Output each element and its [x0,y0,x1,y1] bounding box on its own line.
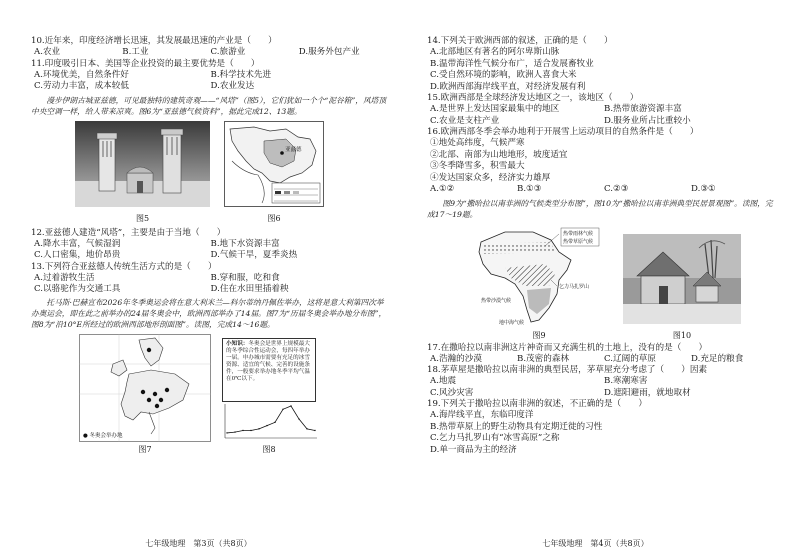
profile-line [227,406,315,433]
figure-9 [475,224,603,341]
option[interactable]: C.辽阔的草原 [604,353,656,364]
option[interactable]: A.农业 [34,47,61,57]
option[interactable]: D.单一商品为主的经济 [430,444,517,455]
question-10-stem: 10.近年来，印度经济增长迅速，其发展最迅速的产业是（ ） [31,36,277,46]
climate-label-savanna: 热带草原气候 [563,238,594,245]
option[interactable]: C.受自然环境的影响，欧洲人喜食大米 [430,70,577,80]
figure-10-caption: 图10 [672,330,692,340]
option[interactable]: A.北部地区有著名的阿尔卑斯山脉 [430,47,560,57]
figure-8 [219,338,319,455]
option[interactable]: D.服务外包产业 [298,47,360,57]
figure-10 [623,234,741,341]
question-15-stem: 15.欧洲西部是全球经济发达地区之一，该地区（ ） [427,93,639,103]
question-13-stem: 13.下列符合亚兹德人传统生活方式的是（ ） [31,261,217,272]
option[interactable]: C.劳动力丰富，成本较低 [34,81,129,91]
grass-hut-photo [623,234,741,324]
option[interactable]: D.住在水田里插着秧 [210,284,289,294]
figure-5-caption: 图5 [135,213,150,223]
option[interactable]: B.寒潮寒害 [604,376,648,386]
question-14-options [427,47,778,93]
figure-6-caption: 图6 [267,213,281,223]
figure-row-9-10 [475,224,778,341]
profile-point [274,421,275,422]
question-11-stem: 11.印度吸引日本、美国等企业投资的最主要优势是（ ） [31,58,260,69]
footer-left: 七年级地理 第3页（共8页） [145,539,252,548]
statement-item: ④发达国家众多，经济实力雄厚 [430,172,551,183]
question-11-options [31,70,387,93]
map-label-kilimanjaro: 乞力马扎罗山 [559,283,590,290]
profile-point [226,432,227,433]
question-18-options [427,376,778,399]
option[interactable]: A.降水丰富，气候湿润 [34,238,121,249]
option[interactable]: D.气候干旱，夏季炎热 [210,250,298,260]
profile-point [258,428,259,429]
option[interactable]: D.充足的粮食 [691,353,744,364]
option[interactable]: C.乞力马扎罗山有“冰雪高原”之称 [430,433,560,443]
terrain-profile-chart [219,402,319,442]
profile-point [306,428,307,429]
right-page [397,0,794,558]
question-15-options [427,104,778,127]
question-18-stem: 18.茅草屋是撒哈拉以南非洲的典型民居，茅草屋充分考虑了（ ）因素 [427,365,708,375]
option[interactable]: C.②③ [604,184,629,194]
profile-point [266,424,267,425]
note-text: 冬奥会是世界上规模最大的冬季综合性运动会，每四年举办一届。申办城市需要有充足的冰雪资源、适宜的气候、完善的设施条件，一般要求举办地冬季平均气温在0℃以下。 [226,340,310,382]
figure-7 [79,334,211,455]
figure-9-caption: 图9 [532,330,546,340]
option[interactable]: A.是世界上发达国家最集中的地区 [430,104,560,114]
question-17-options [427,354,778,366]
option[interactable]: A.过着游牧生活 [34,272,95,283]
option[interactable]: B.科学技术先进 [210,69,272,80]
question-10-options [31,47,387,59]
option[interactable]: C.人口密集，地价昂贵 [34,250,121,260]
option[interactable]: A.地震 [430,376,457,386]
option[interactable]: D.农业发达 [210,81,255,91]
option[interactable]: B.①③ [517,184,542,194]
figure-5 [75,121,210,224]
climate-label-rainforest: 热带雨林气候 [563,230,594,237]
map-legend: ● 冬奥会举办地 [83,432,123,439]
question-14-stem: 14.下列关于欧洲西部的叙述，正确的是（ ） [427,36,613,46]
profile-point [250,429,251,430]
figure-7-caption: 图7 [138,444,152,454]
olympics-host-map [79,334,211,442]
question-19-options [427,410,778,456]
profile-point [282,408,283,409]
question-16-items [427,138,778,184]
question-16-stem: 16.欧洲西部冬季会举办地利于开展雪上运动项目的自然条件是（ ） [427,127,699,137]
option[interactable]: A.海岸线平直，东临印度洋 [430,410,534,420]
option[interactable]: B.温带海洋性气候分布广，适合发展畜牧业 [430,58,594,69]
wind-tower-photo [75,121,210,207]
option[interactable]: D.欧洲西部海岸线平直，对经济发展有利 [430,81,586,92]
figure-8-caption: 图8 [262,444,276,454]
material-intro-winter-olympics: 托马斯·巴赫宣布2026年冬季奥运会将在意大利米兰—科尔蒂纳丹佩佐举办，这将是意大利第四次举办奥运会，即在此之前举办的24届冬奥会中，欧洲西部举办了14届。图7为“历届冬奥会举办地分布图”，图8为“沿10°E所经过的欧洲西部地形剖面图”。读图，完成14～16题。 [31,297,387,329]
profile-point [298,418,299,419]
question-12-stem: 12.亚兹德人建造“风塔”，主要是由于当地（ ） [31,227,226,238]
statement-item: ②北部、南部为山地地形，坡度适宜 [430,149,568,160]
option[interactable]: B.茂密的森林 [517,353,570,364]
option[interactable]: D.③① [691,184,716,194]
yazd-map [224,121,324,207]
option[interactable]: B.工业 [122,47,149,57]
climate-label-mediterranean: 地中海气候 [499,319,525,326]
material-intro-africa: 图9为“撒哈拉以南非洲的气候类型分布图”，图10为“撒哈拉以南非洲典型民居景观图”。读图，完成17～19题。 [427,198,773,219]
option[interactable]: D.遮阳避雨，就地取材 [604,387,691,398]
option[interactable]: A.①② [430,184,455,194]
profile-point [314,429,315,430]
africa-climate-map [475,224,603,328]
option[interactable]: B.热带旅游资源丰富 [604,104,682,114]
question-17-stem: 17.在撒哈拉以南非洲这片神奇而又充满生机的土地上，没有的是（ ） [427,342,708,353]
figure-6 [224,121,324,224]
question-19-stem: 19.下列关于撒哈拉以南非洲的叙述，不正确的是（ ） [427,399,647,409]
option[interactable]: A.环境优美，自然条件好 [34,69,129,80]
option[interactable]: C.旅游业 [210,47,246,57]
option[interactable]: C.以骆驼作为交通工具 [34,284,121,294]
option[interactable]: D.服务业所占比重较小 [604,115,691,126]
figure-row-5-6 [75,121,387,224]
statement-item: ③冬季降雪多，积雪最大 [430,161,525,171]
material-intro-yazd: 漫步伊朗古城亚兹德，可见最独特的建筑奇观——“风塔”（图5），它们犹如一个个“泥谷箱”，风塔顶中央空调一样，给人带来凉爽。图6为“亚兹德气候资料”，据此完成12、13题。 [31,95,387,116]
knowledge-note-box [222,338,316,402]
footer-right: 七年级地理 第4页（共8页） [542,539,649,548]
statement-item: ①地处高纬度，气候严寒 [430,138,525,148]
profile-point [242,429,243,430]
option[interactable]: B.热带草原上的野生动物具有定期迁徙的习性 [430,421,603,432]
option[interactable]: C.风沙灾害 [430,387,474,398]
map-city-label: 亚兹德 [285,146,302,153]
figure-row-7-8 [79,334,387,455]
option[interactable]: C.农业是支柱产业 [430,115,500,126]
question-12-options [31,239,387,262]
climate-label-desert: 热带沙漠气候 [481,297,512,304]
question-13-options [31,273,387,296]
question-16-options [427,184,778,196]
option[interactable]: B.地下水资源丰富 [210,238,280,249]
profile-point [290,405,291,406]
profile-point [234,431,235,432]
option[interactable]: B.穿和服，吃和食 [210,272,280,283]
option[interactable]: A.浩瀚的沙漠 [430,353,482,364]
note-title: 小知识： [226,340,249,347]
